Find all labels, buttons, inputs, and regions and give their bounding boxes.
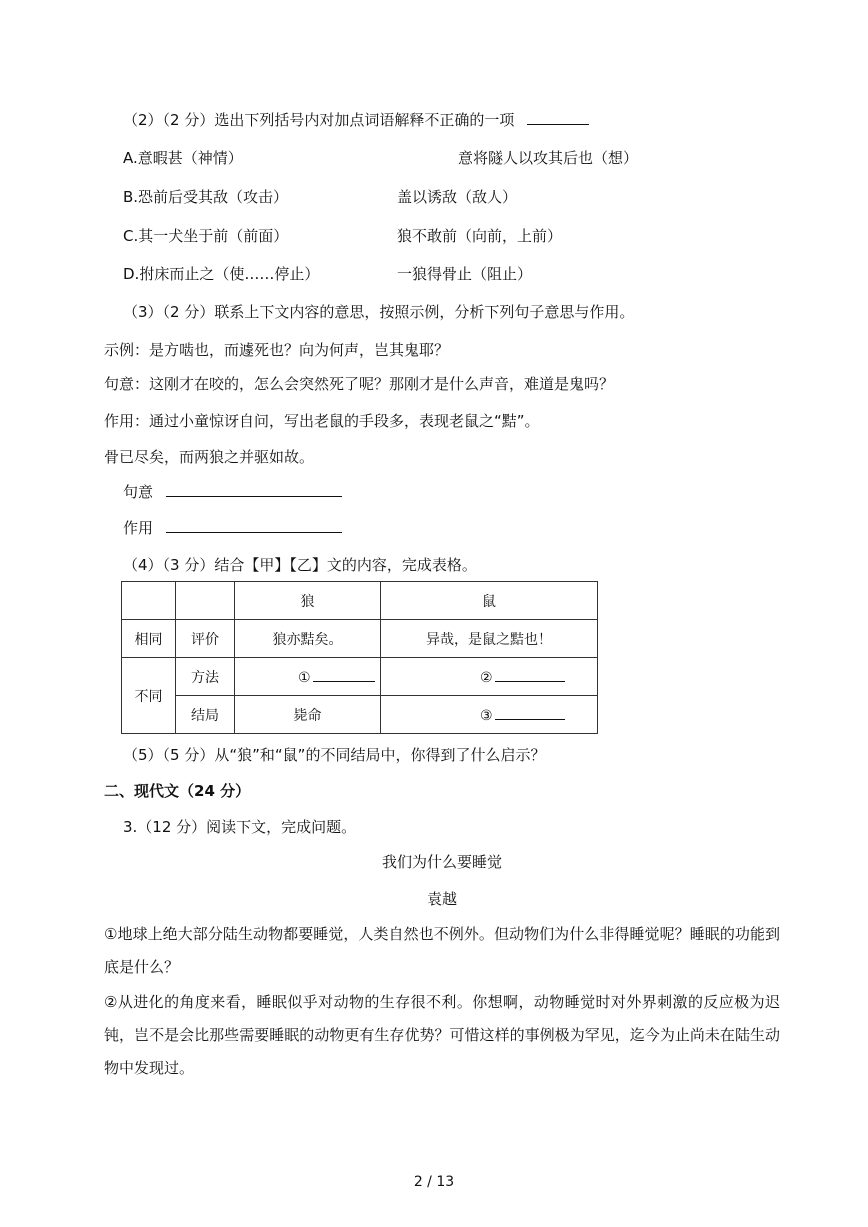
table-method-mouse-cell xyxy=(381,658,598,696)
table-method-mouse-marker: ② xyxy=(480,670,493,686)
q3-meaning-blank[interactable] xyxy=(166,482,342,497)
table-result-wolf: 毙命 xyxy=(235,696,381,734)
article-paragraph-2: ②从进化的角度来看，睡眠似乎对动物的生存很不利。你想啊，动物睡觉时对外界刺激的反应极为迟钝，岂不是会比那些需要睡眠的动物更有生存优势？可惜这样的事例极为罕见，迄今为止尚未在陆生动物中发现过。 xyxy=(104,993,780,1077)
q2-answer-blank[interactable] xyxy=(527,110,589,125)
q2-option-a-right: 意将隧人以攻其后也（想） xyxy=(458,149,639,167)
table-method-label: 方法 xyxy=(176,658,235,696)
table-same-label: 相同 xyxy=(122,620,176,658)
section2-title: 二、现代文（24 分） xyxy=(104,782,251,800)
table-eval-label: 评价 xyxy=(176,620,235,658)
table-method-mouse-blank[interactable] xyxy=(495,667,565,682)
table-method-wolf-blank[interactable] xyxy=(313,667,375,682)
comparison-table xyxy=(121,581,598,734)
table-header-row xyxy=(122,582,598,620)
q2-option-b-left: B.恐前后受其敌（攻击） xyxy=(123,188,289,206)
q2-stem: （2）（2 分）选出下列括号内对加点词语解释不正确的一项 xyxy=(123,111,515,129)
q3-effect-blank[interactable] xyxy=(166,518,342,533)
table-diff-label: 不同 xyxy=(122,658,176,734)
q2-option-a-left: A.意暇甚（神情） xyxy=(123,149,243,167)
q5-stem: （5）（5 分）从“狼”和“鼠”的不同结局中，你得到了什么启示？ xyxy=(123,746,546,764)
table-row xyxy=(122,658,598,696)
table-header-wolf: 狼 xyxy=(235,582,381,620)
q3-meaning-label: 句意 xyxy=(123,483,154,501)
article-title: 我们为什么要睡觉 xyxy=(381,853,502,871)
table-method-wolf-marker: ① xyxy=(298,670,311,686)
table-method-wolf-cell xyxy=(235,658,381,696)
q3-meaning-row xyxy=(123,482,342,502)
table-result-mouse-marker: ③ xyxy=(480,708,493,724)
q3-stem: （3）（2 分）联系上下文内容的意思，按照示例，分析下列句子意思与作用。 xyxy=(123,303,635,321)
q4-stem: （4）（3 分）结合【甲】【乙】文的内容，完成表格。 xyxy=(123,556,477,574)
table-eval-wolf: 狼亦黠矣。 xyxy=(235,620,381,658)
q2-option-c-right: 狼不敢前（向前，上前） xyxy=(397,227,563,245)
q2-option-c-left: C.其一犬坐于前（前面） xyxy=(123,227,289,245)
table-result-mouse-blank[interactable] xyxy=(495,705,565,720)
table-result-label: 结局 xyxy=(176,696,235,734)
article-paragraph-1: ①地球上绝大部分陆生动物都要睡觉，人类自然也不例外。但动物们为什么非得睡觉呢？睡眠的功能到底是什么？ xyxy=(104,925,780,976)
table-header-blank-1 xyxy=(122,582,176,620)
q2-option-d-right: 一狼得骨止（阻止） xyxy=(397,265,533,283)
q2-option-d-left: D.拊床而止之（使……停止） xyxy=(123,265,320,283)
article-author: 袁越 xyxy=(426,890,457,908)
q3-effect-row xyxy=(123,518,342,538)
table-row xyxy=(122,620,598,658)
q3-example-meaning: 句意：这刚才在咬的，怎么会突然死了呢？那刚才是什么声音，难道是鬼吗？ xyxy=(104,375,615,393)
page-number: 2 / 13 xyxy=(413,1174,455,1190)
q3-example-effect: 作用：通过小童惊讶自问，写出老鼠的手段多，表现老鼠之“黠”。 xyxy=(104,412,540,430)
table-eval-mouse: 异哉，是鼠之黠也！ xyxy=(381,620,598,658)
table-row xyxy=(122,696,598,734)
q3-sentence: 骨已尽矣，而两狼之并驱如故。 xyxy=(104,448,315,466)
table-header-blank-2 xyxy=(176,582,235,620)
q3main-stem: 3.（12 分）阅读下文，完成问题。 xyxy=(123,818,357,836)
q3-example: 示例：是方啮也，而遽死也？向为何声，岂其鬼耶？ xyxy=(104,341,450,359)
table-header-mouse: 鼠 xyxy=(381,582,598,620)
q2-option-b-right: 盖以诱敌（敌人） xyxy=(397,188,518,206)
q2-stem-row xyxy=(123,110,589,130)
table-result-mouse-cell xyxy=(381,696,598,734)
q3-effect-label: 作用 xyxy=(123,519,154,537)
